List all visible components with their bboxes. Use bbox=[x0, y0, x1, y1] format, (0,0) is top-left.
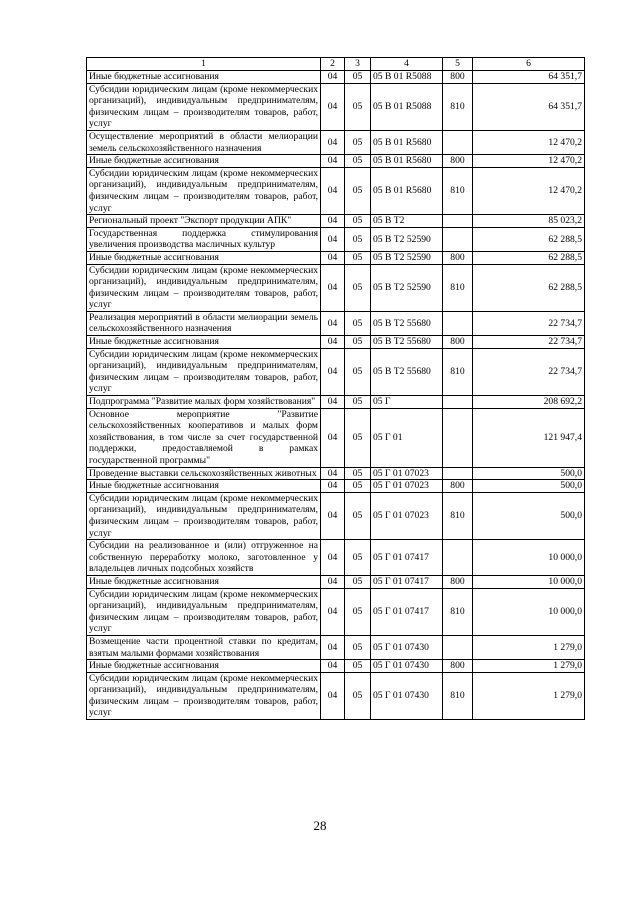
header-col-6: 6 bbox=[473, 58, 585, 71]
header-col-4: 4 bbox=[371, 58, 443, 71]
row-name: Проведение выставки сельскохозяйственных животных bbox=[87, 467, 321, 480]
row-name: Возмещение части процентной ставки по кредитам, взятым малыми формами хозяйствования bbox=[87, 635, 321, 659]
row-amount: 12 470,2 bbox=[473, 130, 585, 154]
row-name: Подпрограмма "Развитие малых форм хозяйствования" bbox=[87, 396, 321, 409]
row-subsection: 05 bbox=[345, 480, 371, 493]
row-subsection: 05 bbox=[345, 348, 371, 395]
row-target-code: 05 В 01 R5680 bbox=[371, 130, 443, 154]
table-row bbox=[87, 155, 585, 168]
row-amount: 500,0 bbox=[473, 467, 585, 480]
row-name: Иные бюджетные ассигнования bbox=[87, 71, 321, 84]
table-row bbox=[87, 130, 585, 154]
row-subsection: 05 bbox=[345, 71, 371, 84]
row-subsection: 05 bbox=[345, 336, 371, 349]
row-expense-type: 800 bbox=[443, 251, 473, 264]
row-name: Субсидии юридическим лицам (кроме некоммерческих организаций), индивидуальным предпринимателям, физическим лицам – производителям товаров, работ, услуг bbox=[87, 83, 321, 130]
row-section: 04 bbox=[321, 467, 345, 480]
row-target-code: 05 В Т2 bbox=[371, 215, 443, 228]
table-row bbox=[87, 83, 585, 130]
row-expense-type: 810 bbox=[443, 83, 473, 130]
row-name: Иные бюджетные ассигнования bbox=[87, 660, 321, 673]
row-subsection: 05 bbox=[345, 467, 371, 480]
row-target-code: 05 В Т2 55680 bbox=[371, 311, 443, 335]
row-target-code: 05 В 01 R5680 bbox=[371, 167, 443, 214]
row-name: Иные бюджетные ассигнования bbox=[87, 155, 321, 168]
row-amount: 62 288,5 bbox=[473, 227, 585, 251]
table-row bbox=[87, 480, 585, 493]
row-target-code: 05 Г 01 07417 bbox=[371, 540, 443, 576]
row-expense-type bbox=[443, 467, 473, 480]
row-section: 04 bbox=[321, 264, 345, 311]
table-row bbox=[87, 588, 585, 635]
table-row bbox=[87, 71, 585, 84]
row-amount: 12 470,2 bbox=[473, 155, 585, 168]
row-name: Субсидии юридическим лицам (кроме некоммерческих организаций), индивидуальным предпринимателям, физическим лицам – производителям товаров, работ, услуг bbox=[87, 264, 321, 311]
row-name: Иные бюджетные ассигнования bbox=[87, 575, 321, 588]
row-section: 04 bbox=[321, 588, 345, 635]
row-target-code: 05 Г 01 07417 bbox=[371, 588, 443, 635]
row-target-code: 05 В Т2 52590 bbox=[371, 227, 443, 251]
row-name: Региональный проект "Экспорт продукции АПК" bbox=[87, 215, 321, 228]
table-row bbox=[87, 215, 585, 228]
row-amount: 208 692,2 bbox=[473, 396, 585, 409]
table-row bbox=[87, 311, 585, 335]
header-col-5: 5 bbox=[443, 58, 473, 71]
row-amount: 22 734,7 bbox=[473, 336, 585, 349]
row-target-code: 05 В Т2 52590 bbox=[371, 251, 443, 264]
row-target-code: 05 В 01 R5088 bbox=[371, 83, 443, 130]
header-col-1: 1 bbox=[87, 58, 321, 71]
row-name: Государственная поддержка стимулирования увеличения производства масличных культур bbox=[87, 227, 321, 251]
row-amount: 64 351,7 bbox=[473, 83, 585, 130]
row-section: 04 bbox=[321, 167, 345, 214]
page-number: 28 bbox=[313, 818, 327, 833]
row-expense-type: 800 bbox=[443, 660, 473, 673]
row-subsection: 05 bbox=[345, 167, 371, 214]
row-target-code: 05 В Т2 55680 bbox=[371, 348, 443, 395]
row-section: 04 bbox=[321, 635, 345, 659]
row-target-code: 05 Г 01 07023 bbox=[371, 467, 443, 480]
header-col-2: 2 bbox=[321, 58, 345, 71]
row-expense-type bbox=[443, 215, 473, 228]
row-section: 04 bbox=[321, 311, 345, 335]
row-subsection: 05 bbox=[345, 130, 371, 154]
header-col-3: 3 bbox=[345, 58, 371, 71]
row-target-code: 05 В Т2 52590 bbox=[371, 264, 443, 311]
row-section: 04 bbox=[321, 575, 345, 588]
row-amount: 22 734,7 bbox=[473, 311, 585, 335]
row-subsection: 05 bbox=[345, 215, 371, 228]
row-expense-type bbox=[443, 635, 473, 659]
row-subsection: 05 bbox=[345, 155, 371, 168]
row-expense-type: 800 bbox=[443, 336, 473, 349]
row-target-code: 05 Г 01 07023 bbox=[371, 480, 443, 493]
row-amount: 12 470,2 bbox=[473, 167, 585, 214]
row-expense-type: 800 bbox=[443, 480, 473, 493]
row-expense-type: 810 bbox=[443, 167, 473, 214]
table-row bbox=[87, 336, 585, 349]
table-row bbox=[87, 396, 585, 409]
row-name: Субсидии на реализованное и (или) отгруженное на собственную переработку молоко, заготовленное у владельцев личных подсобных хозяйств bbox=[87, 540, 321, 576]
row-target-code: 05 Г 01 07417 bbox=[371, 575, 443, 588]
row-expense-type: 800 bbox=[443, 155, 473, 168]
table-row bbox=[87, 167, 585, 214]
row-expense-type: 810 bbox=[443, 588, 473, 635]
row-section: 04 bbox=[321, 251, 345, 264]
row-section: 04 bbox=[321, 396, 345, 409]
row-amount: 1 279,0 bbox=[473, 672, 585, 719]
row-section: 04 bbox=[321, 130, 345, 154]
row-name: Субсидии юридическим лицам (кроме некоммерческих организаций), индивидуальным предпринимателям, физическим лицам – производителям товаров, работ, услуг bbox=[87, 588, 321, 635]
row-target-code: 05 Г 01 07430 bbox=[371, 635, 443, 659]
row-target-code: 05 В Т2 55680 bbox=[371, 336, 443, 349]
row-name: Реализация мероприятий в области мелиорации земель сельскохозяйственного назначения bbox=[87, 311, 321, 335]
row-section: 04 bbox=[321, 492, 345, 539]
row-section: 04 bbox=[321, 480, 345, 493]
row-subsection: 05 bbox=[345, 227, 371, 251]
row-amount: 10 000,0 bbox=[473, 588, 585, 635]
row-name: Субсидии юридическим лицам (кроме некоммерческих организаций), индивидуальным предпринимателям, физическим лицам – производителям товаров, работ, услуг bbox=[87, 672, 321, 719]
row-name: Иные бюджетные ассигнования bbox=[87, 251, 321, 264]
table-row bbox=[87, 540, 585, 576]
row-section: 04 bbox=[321, 155, 345, 168]
row-amount: 10 000,0 bbox=[473, 540, 585, 576]
row-expense-type bbox=[443, 311, 473, 335]
row-subsection: 05 bbox=[345, 264, 371, 311]
table-row bbox=[87, 492, 585, 539]
row-subsection: 05 bbox=[345, 311, 371, 335]
table-header-row bbox=[87, 58, 585, 71]
row-target-code: 05 Г 01 07430 bbox=[371, 660, 443, 673]
row-expense-type: 810 bbox=[443, 348, 473, 395]
row-expense-type bbox=[443, 408, 473, 467]
row-amount: 1 279,0 bbox=[473, 635, 585, 659]
row-expense-type bbox=[443, 540, 473, 576]
row-expense-type bbox=[443, 396, 473, 409]
row-target-code: 05 Г 01 bbox=[371, 408, 443, 467]
row-subsection: 05 bbox=[345, 396, 371, 409]
row-amount: 64 351,7 bbox=[473, 71, 585, 84]
row-subsection: 05 bbox=[345, 492, 371, 539]
row-subsection: 05 bbox=[345, 83, 371, 130]
row-target-code: 05 В 01 R5088 bbox=[371, 71, 443, 84]
table-row bbox=[87, 251, 585, 264]
row-amount: 85 023,2 bbox=[473, 215, 585, 228]
budget-table bbox=[86, 57, 585, 720]
row-name: Осуществление мероприятий в области мелиорации земель сельскохозяйственного назначения bbox=[87, 130, 321, 154]
table-row bbox=[87, 348, 585, 395]
row-section: 04 bbox=[321, 71, 345, 84]
row-amount: 62 288,5 bbox=[473, 264, 585, 311]
row-subsection: 05 bbox=[345, 408, 371, 467]
row-name: Субсидии юридическим лицам (кроме некоммерческих организаций), индивидуальным предпринимателям, физическим лицам – производителям товаров, работ, услуг bbox=[87, 167, 321, 214]
row-section: 04 bbox=[321, 83, 345, 130]
table-row bbox=[87, 635, 585, 659]
row-section: 04 bbox=[321, 227, 345, 251]
row-section: 04 bbox=[321, 336, 345, 349]
row-target-code: 05 Г 01 07430 bbox=[371, 672, 443, 719]
row-expense-type: 800 bbox=[443, 575, 473, 588]
table-row bbox=[87, 575, 585, 588]
row-subsection: 05 bbox=[345, 660, 371, 673]
row-name: Иные бюджетные ассигнования bbox=[87, 336, 321, 349]
row-expense-type bbox=[443, 227, 473, 251]
table-row bbox=[87, 264, 585, 311]
row-amount: 1 279,0 bbox=[473, 660, 585, 673]
row-expense-type: 810 bbox=[443, 492, 473, 539]
table-row bbox=[87, 660, 585, 673]
row-amount: 22 734,7 bbox=[473, 348, 585, 395]
row-amount: 62 288,5 bbox=[473, 251, 585, 264]
row-amount: 10 000,0 bbox=[473, 575, 585, 588]
row-section: 04 bbox=[321, 408, 345, 467]
row-subsection: 05 bbox=[345, 635, 371, 659]
row-target-code: 05 В 01 R5680 bbox=[371, 155, 443, 168]
row-section: 04 bbox=[321, 672, 345, 719]
row-section: 04 bbox=[321, 660, 345, 673]
row-subsection: 05 bbox=[345, 672, 371, 719]
row-amount: 500,0 bbox=[473, 480, 585, 493]
row-expense-type: 800 bbox=[443, 71, 473, 84]
row-expense-type bbox=[443, 130, 473, 154]
row-name: Субсидии юридическим лицам (кроме некоммерческих организаций), индивидуальным предпринимателям, физическим лицам – производителям товаров, работ, услуг bbox=[87, 348, 321, 395]
row-section: 04 bbox=[321, 215, 345, 228]
row-expense-type: 810 bbox=[443, 264, 473, 311]
table-row bbox=[87, 467, 585, 480]
row-name: Иные бюджетные ассигнования bbox=[87, 480, 321, 493]
row-subsection: 05 bbox=[345, 540, 371, 576]
row-target-code: 05 Г bbox=[371, 396, 443, 409]
row-subsection: 05 bbox=[345, 575, 371, 588]
row-amount: 500,0 bbox=[473, 492, 585, 539]
table-row bbox=[87, 672, 585, 719]
row-section: 04 bbox=[321, 540, 345, 576]
row-expense-type: 810 bbox=[443, 672, 473, 719]
row-name: Основное мероприятие "Развитие сельскохозяйственных кооперативов и малых форм хозяйствования, в том числе за счет государственной поддержки, предоставляемой в рамках государственной программы" bbox=[87, 408, 321, 467]
row-name: Субсидии юридическим лицам (кроме некоммерческих организаций), индивидуальным предпринимателям, физическим лицам – производителям товаров, работ, услуг bbox=[87, 492, 321, 539]
row-amount: 121 947,4 bbox=[473, 408, 585, 467]
table-row bbox=[87, 227, 585, 251]
row-target-code: 05 Г 01 07023 bbox=[371, 492, 443, 539]
row-subsection: 05 bbox=[345, 588, 371, 635]
row-section: 04 bbox=[321, 348, 345, 395]
table-row bbox=[87, 408, 585, 467]
row-subsection: 05 bbox=[345, 251, 371, 264]
